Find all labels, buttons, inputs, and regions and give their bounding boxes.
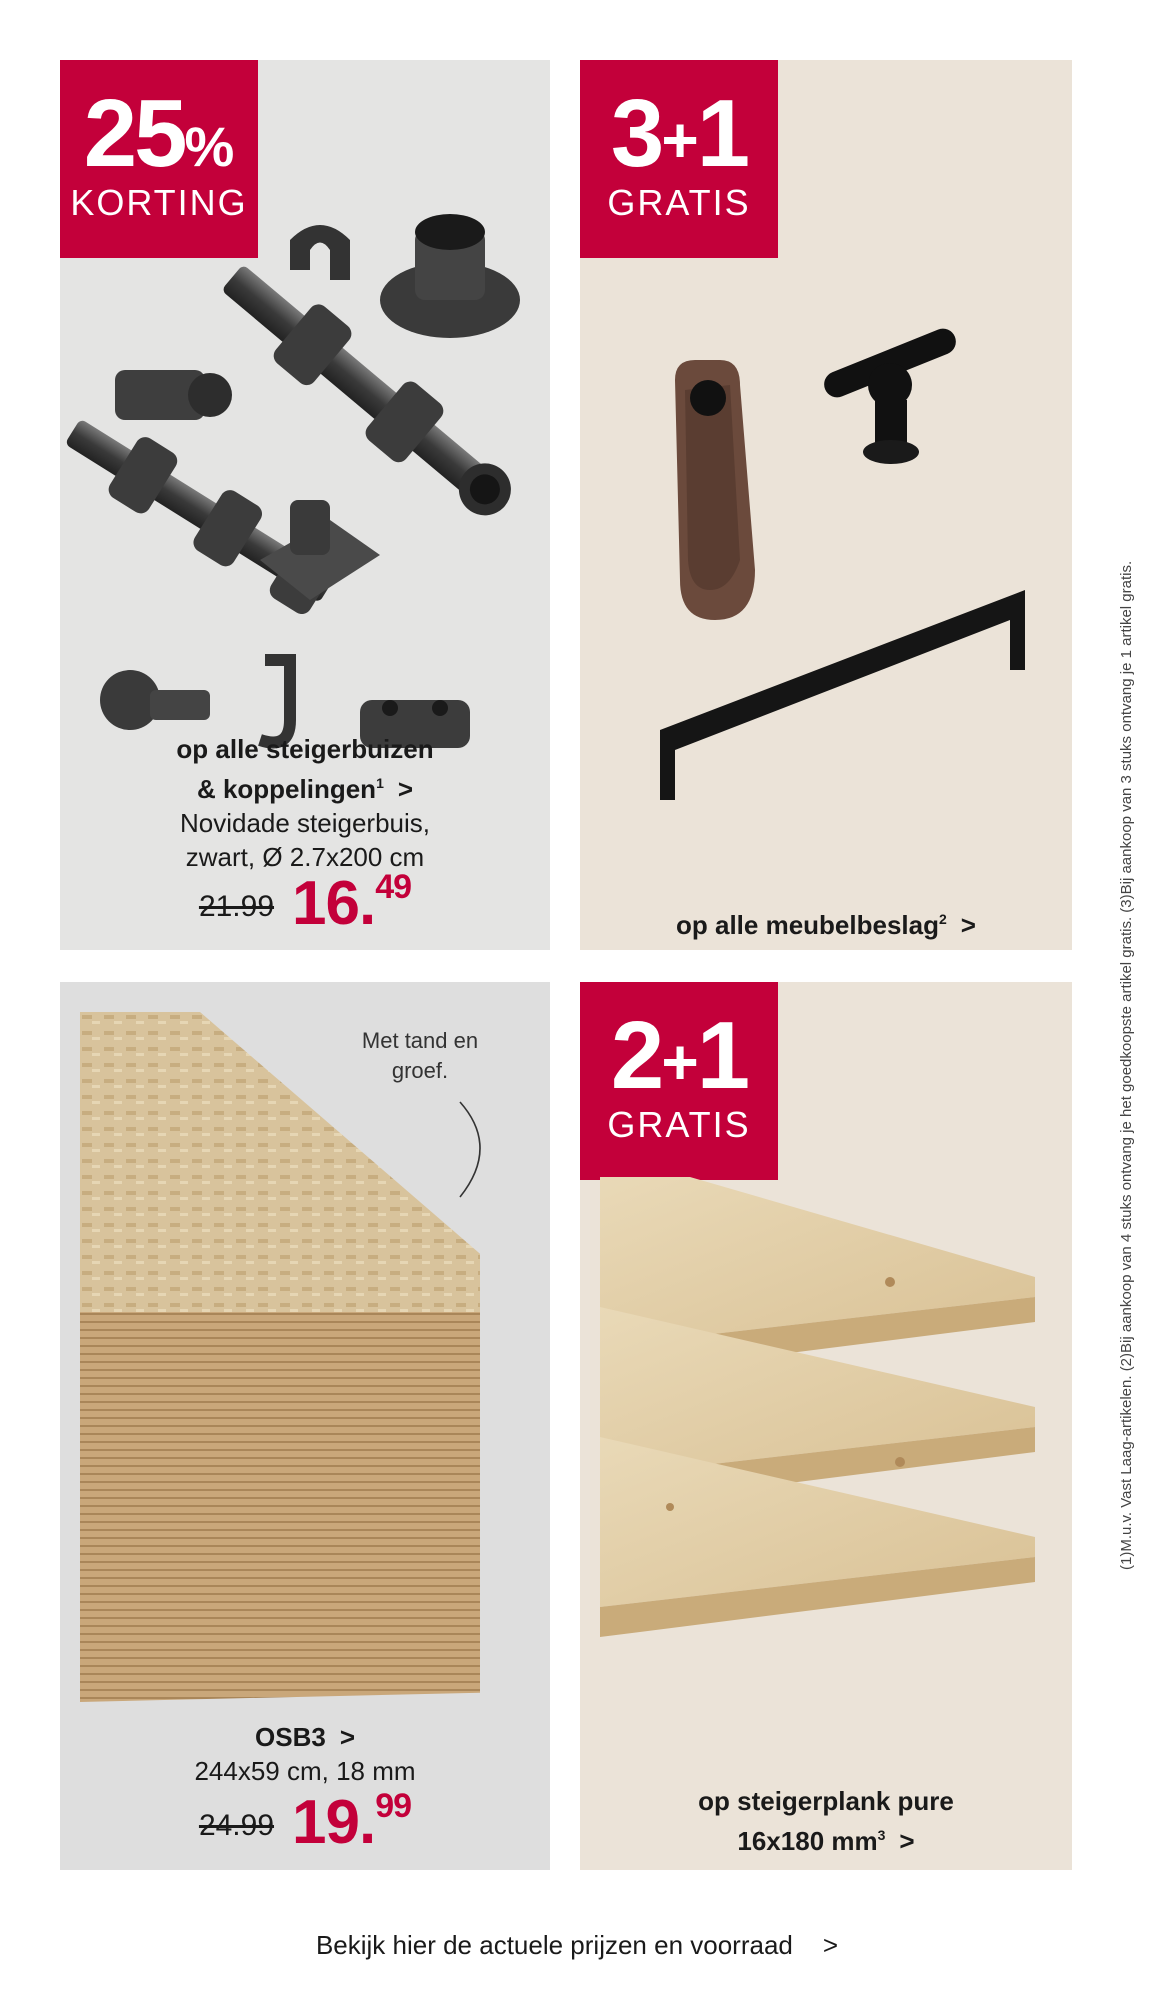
product-caption [60,732,550,874]
product-name-line1: Novidade steigerbuis, [179,808,431,838]
product-dimensions: 244x59 cm, 18 mm [194,1756,416,1786]
badge-label: GRATIS [607,1104,751,1145]
product-caption[interactable] [580,1784,1072,1858]
new-price: 16.49 [292,868,412,938]
footer-link-label: Bekijk hier de actuele prijzen en voorraad [315,1930,793,1960]
new-price: 19.99 [292,1787,412,1857]
badge-label: KORTING [70,182,248,223]
old-price: 24.99 [198,1809,275,1842]
scaffold-fittings-image [60,140,550,760]
caption-title: op alle meubelbeslag [676,910,939,940]
deal-badge: 2+1 GRATIS [580,982,778,1180]
promo-card-scaffolding[interactable] [60,60,550,950]
promo-card-osb[interactable] [60,982,550,1870]
promo-card-scaffold-plank[interactable] [580,982,1072,1870]
deal-badge: 3+1 GRATIS [580,60,778,258]
caption-title-line2: & koppelingen [196,774,377,804]
badge-value: 25 [83,80,185,187]
caption-title-line1: op steigerplank pure [698,1786,954,1816]
badge-percent: % [184,115,235,178]
product-caption[interactable] [580,902,1072,942]
promo-card-furniture-hardware[interactable] [580,60,1072,950]
wooden-planks-image [600,1177,1050,1717]
chevron-right-icon: > [960,910,976,940]
footnote-mark: 3 [877,1827,886,1843]
caption-title-line2: 16x180 mm [737,1826,878,1856]
price-row [60,868,550,939]
chevron-right-icon: > [899,1826,915,1856]
osb-link[interactable] [60,1720,550,1754]
price-row [60,1787,550,1858]
scaffold-link[interactable] [60,766,550,806]
footnote-mark: 2 [939,911,947,927]
chevron-right-icon: > [822,1930,839,1960]
annotation-arrow-icon [450,1097,510,1207]
footnotes-vertical: (1)M.u.v. Vast Laag-artikelen. (2)Bij aankoop van 4 stuks ontvang je het goedkoopste artikel gratis. (3)Bij aankoop van 3 stuks ontvang je 1 artikel gratis. [1118,560,1135,1570]
old-price: 21.99 [198,890,275,923]
badge-label: GRATIS [607,182,751,223]
product-name-line2: zwart, Ø 2.7x200 cm [185,842,425,872]
chevron-right-icon: > [339,1722,355,1752]
osb-boards-image [80,1012,480,1702]
feature-annotation: Met tand en groef. [361,1028,479,1083]
footnote-mark: 1 [376,775,384,791]
chevron-right-icon: > [397,774,414,804]
caption-title: OSB3 [255,1722,326,1752]
product-caption [60,1720,550,1788]
furniture-handles-image [580,290,1072,890]
view-prices-link[interactable] [0,1930,1154,1961]
caption-title-line1: op alle steigerbuizen [176,734,434,764]
